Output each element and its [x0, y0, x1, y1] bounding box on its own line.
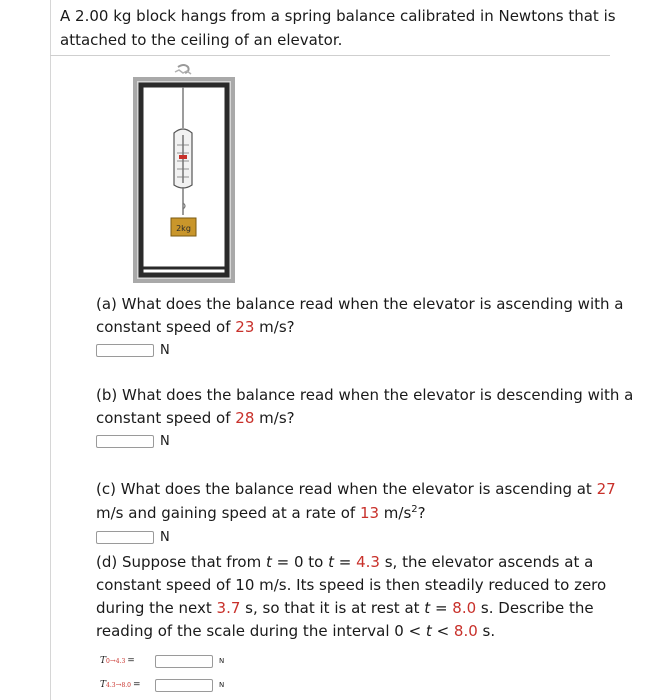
part-c-answer-row	[96, 528, 170, 546]
part-d-row-1-unit: N	[219, 681, 225, 689]
part-b-question: (b) What does the balance read when the elevator is descending with a constant speed of 28 m/s?	[96, 386, 634, 427]
part-d-row-1	[100, 677, 224, 693]
part-c-accel: 13	[359, 504, 380, 522]
part-b-unit: N	[160, 433, 170, 449]
part-d-t1: 4.3	[356, 553, 380, 571]
part-d-row-0-unit: N	[219, 657, 225, 665]
part-a-answer-input[interactable]	[96, 344, 154, 357]
part-c-unit: N	[160, 529, 170, 545]
divider	[50, 55, 610, 56]
part-a-answer-row	[96, 341, 170, 359]
part-b-answer-input[interactable]	[96, 435, 154, 448]
part-d-row-1-input[interactable]	[155, 679, 213, 692]
part-d-row-0-input[interactable]	[155, 655, 213, 668]
part-d-t2-repeat: 8.0	[453, 622, 478, 640]
part-d-row-0-label: T0→4.3 =	[100, 656, 135, 666]
block-label: 2kg	[176, 224, 191, 233]
problem-intro: A 2.00 kg block hangs from a spring balance calibrated in Newtons that is attached to the ceiling of an elevator.	[60, 7, 616, 49]
part-d-question: (d) Suppose that from t = 0 to t = 4.3 s, the elevator ascends at a constant speed of 10 m/s. Its speed is then steadily reduced to zero during the next 3.7 s, so that it is at rest at t = 8.0 s. Describe the reading of the scale during the interval 0 < t < 8.0 s.	[96, 553, 607, 640]
part-c-speed: 27	[596, 480, 616, 498]
part-d-dt: 3.7	[216, 599, 241, 617]
part-a-unit: N	[160, 342, 170, 358]
spring-balance-icon	[174, 129, 192, 188]
elevator-figure	[131, 63, 237, 285]
part-c-question: (c) What does the balance read when the elevator is ascending at 27 m/s and gaining speed at a rate of 13 $m/s^2$?	[96, 480, 616, 522]
part-d-row-0	[100, 653, 224, 669]
part-c-answer-input[interactable]	[96, 531, 154, 544]
part-b-speed: 28	[235, 409, 255, 427]
ceiling-hook-icon	[175, 65, 191, 74]
part-b-answer-row	[96, 432, 170, 450]
part-a-speed: 23	[235, 318, 255, 336]
part-d-t2: 8.0	[452, 599, 477, 617]
part-a-question: (a) What does the balance read when the elevator is ascending with a constant speed of 23 m/s?	[96, 295, 624, 336]
part-d-row-1-label: T4.3→8.0 =	[100, 680, 141, 690]
